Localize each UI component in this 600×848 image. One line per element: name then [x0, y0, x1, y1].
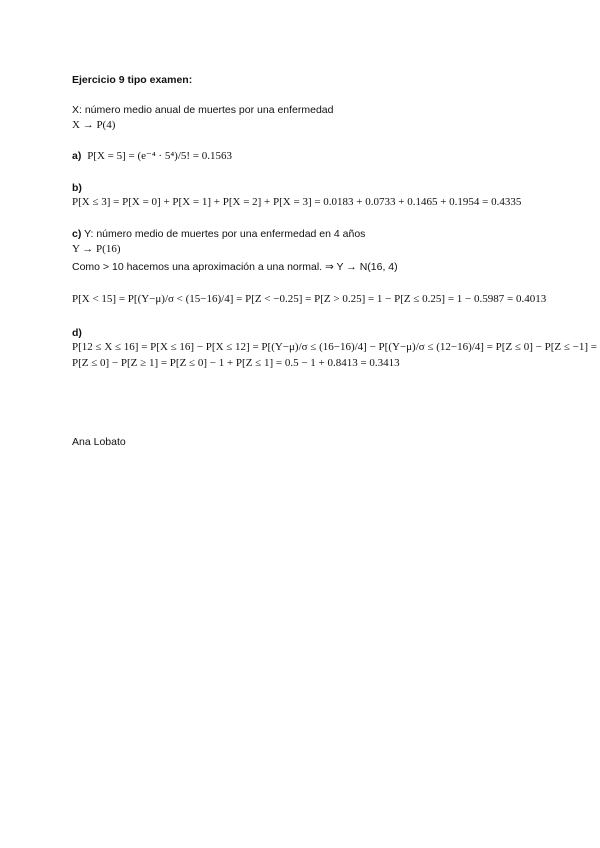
part-b-label: b) — [72, 182, 82, 194]
exercise-title: Ejercicio 9 tipo examen: — [72, 74, 193, 86]
part-a-line — [72, 150, 232, 163]
part-d-formula-line1: P[12 ≤ X ≤ 16] = P[X ≤ 16] − P[X ≤ 12] = P[(Y−μ)/σ ≤ (16−16)/4] − P[(Y−μ)/σ ≤ (12−16)/4] = P[Z ≤ 0] − P[Z ≤ −1] = — [72, 341, 597, 353]
intro-distribution: X → P(4) — [72, 119, 116, 131]
part-a-formula: P[X = 5] = (e⁻⁴ · 5⁴)/5! = 0.1563 — [87, 150, 233, 162]
part-c-approximation: Como > 10 hacemos una aproximación a una normal. ⇒ Y → N(16, 4) — [72, 261, 398, 273]
part-c-line — [72, 228, 365, 241]
part-d-label: d) — [72, 327, 82, 339]
author-signature: Ana Lobato — [72, 436, 126, 448]
part-a-label: a) — [72, 150, 82, 162]
part-b-formula: P[X ≤ 3] = P[X = 0] + P[X = 1] + P[X = 2] + P[X = 3] = 0.0183 + 0.0733 + 0.1465 + 0.1954 = 0.4335 — [72, 196, 522, 208]
part-c-label: c) — [72, 228, 82, 240]
part-d-formula-line2: P[Z ≤ 0] − P[Z ≥ 1] = P[Z ≤ 0] − 1 + P[Z ≤ 1] = 0.5 − 1 + 0.8413 = 0.3413 — [72, 357, 400, 369]
part-c-distribution: Y → P(16) — [72, 243, 121, 255]
part-c-definition: Y: número medio de muertes por una enfermedad en 4 años — [84, 228, 366, 240]
part-c-formula: P[X < 15] = P[(Y−μ)/σ < (15−16)/4] = P[Z < −0.25] = P[Z > 0.25] = 1 − P[Z ≤ 0.25] = 1 − 0.5987 = 0.4013 — [72, 293, 547, 305]
intro-definition: X: número medio anual de muertes por una enfermedad — [72, 104, 334, 116]
